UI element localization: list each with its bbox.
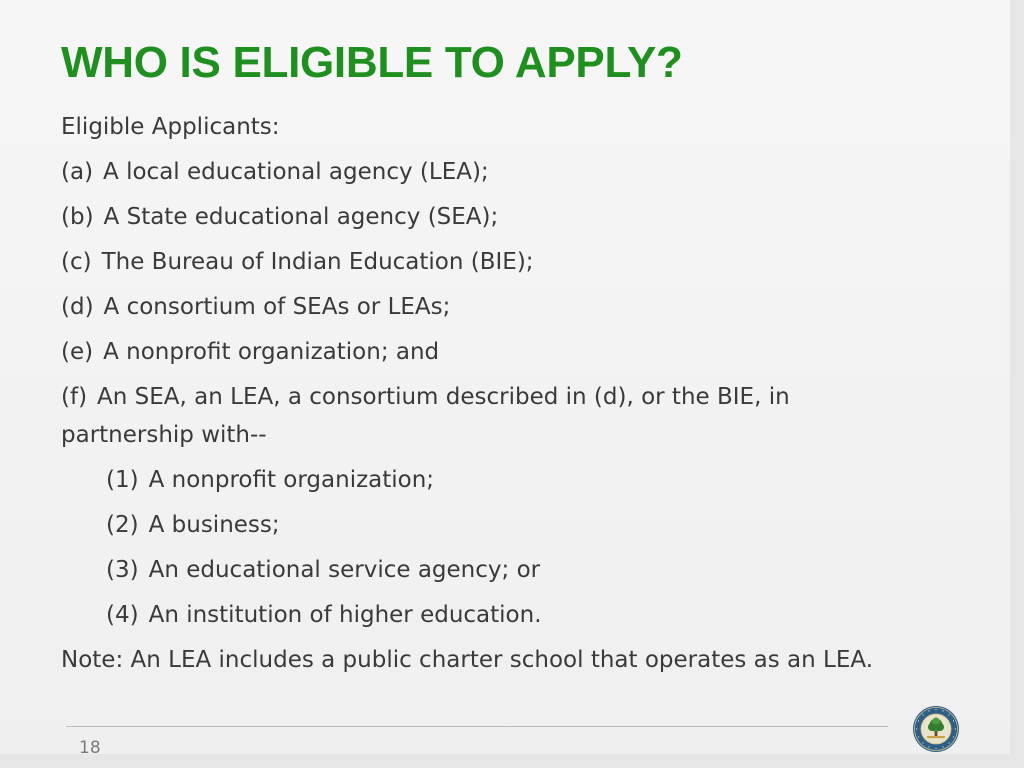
list-item-text: A nonprofit organization; and (103, 339, 440, 365)
list-item-text: A consortium of SEAs or LEAs; (103, 294, 451, 320)
sub-item-text: An institution of higher education. (148, 602, 542, 628)
list-marker: (d) (61, 294, 94, 320)
slide-edge-right (1010, 0, 1024, 768)
sub-item-text: A nonprofit organization; (148, 467, 435, 493)
list-item-f (61, 382, 790, 412)
page-number: 18 (79, 738, 101, 758)
list-item-text: A local educational agency (LEA); (103, 159, 489, 185)
list-item-c (61, 247, 534, 277)
list-item-e (61, 337, 439, 367)
list-item-a (61, 157, 489, 187)
footer-divider (66, 726, 888, 727)
list-item-f-continuation: partnership with-- (61, 422, 267, 448)
list-marker: (a) (61, 159, 94, 185)
list-item-d (61, 292, 450, 322)
department-of-education-seal-icon (912, 705, 960, 753)
note-text: Note: An LEA includes a public charter school that operates as an LEA. (61, 647, 874, 673)
sub-item-2 (106, 510, 280, 540)
list-marker: (f) (61, 384, 88, 410)
list-marker: (e) (61, 339, 94, 365)
sub-marker: (1) (106, 467, 139, 493)
sub-item-3 (106, 555, 540, 585)
slide-edge-bottom (0, 754, 1024, 768)
sub-item-text: A business; (148, 512, 280, 538)
sub-marker: (3) (106, 557, 139, 583)
list-item-text: An SEA, an LEA, a consortium described in (d), or the BIE, in (97, 384, 790, 410)
sub-item-1 (106, 465, 434, 495)
slide-title: WHO IS ELIGIBLE TO APPLY? (61, 38, 683, 87)
list-marker: (b) (61, 204, 94, 230)
list-marker: (c) (61, 249, 92, 275)
sub-item-4 (106, 600, 542, 630)
intro-text: Eligible Applicants: (61, 114, 280, 140)
list-item-text: The Bureau of Indian Education (BIE); (101, 249, 534, 275)
sub-item-text: An educational service agency; or (148, 557, 541, 583)
sub-marker: (2) (106, 512, 139, 538)
sub-marker: (4) (106, 602, 139, 628)
list-item-b (61, 202, 498, 232)
list-item-text: A State educational agency (SEA); (103, 204, 499, 230)
